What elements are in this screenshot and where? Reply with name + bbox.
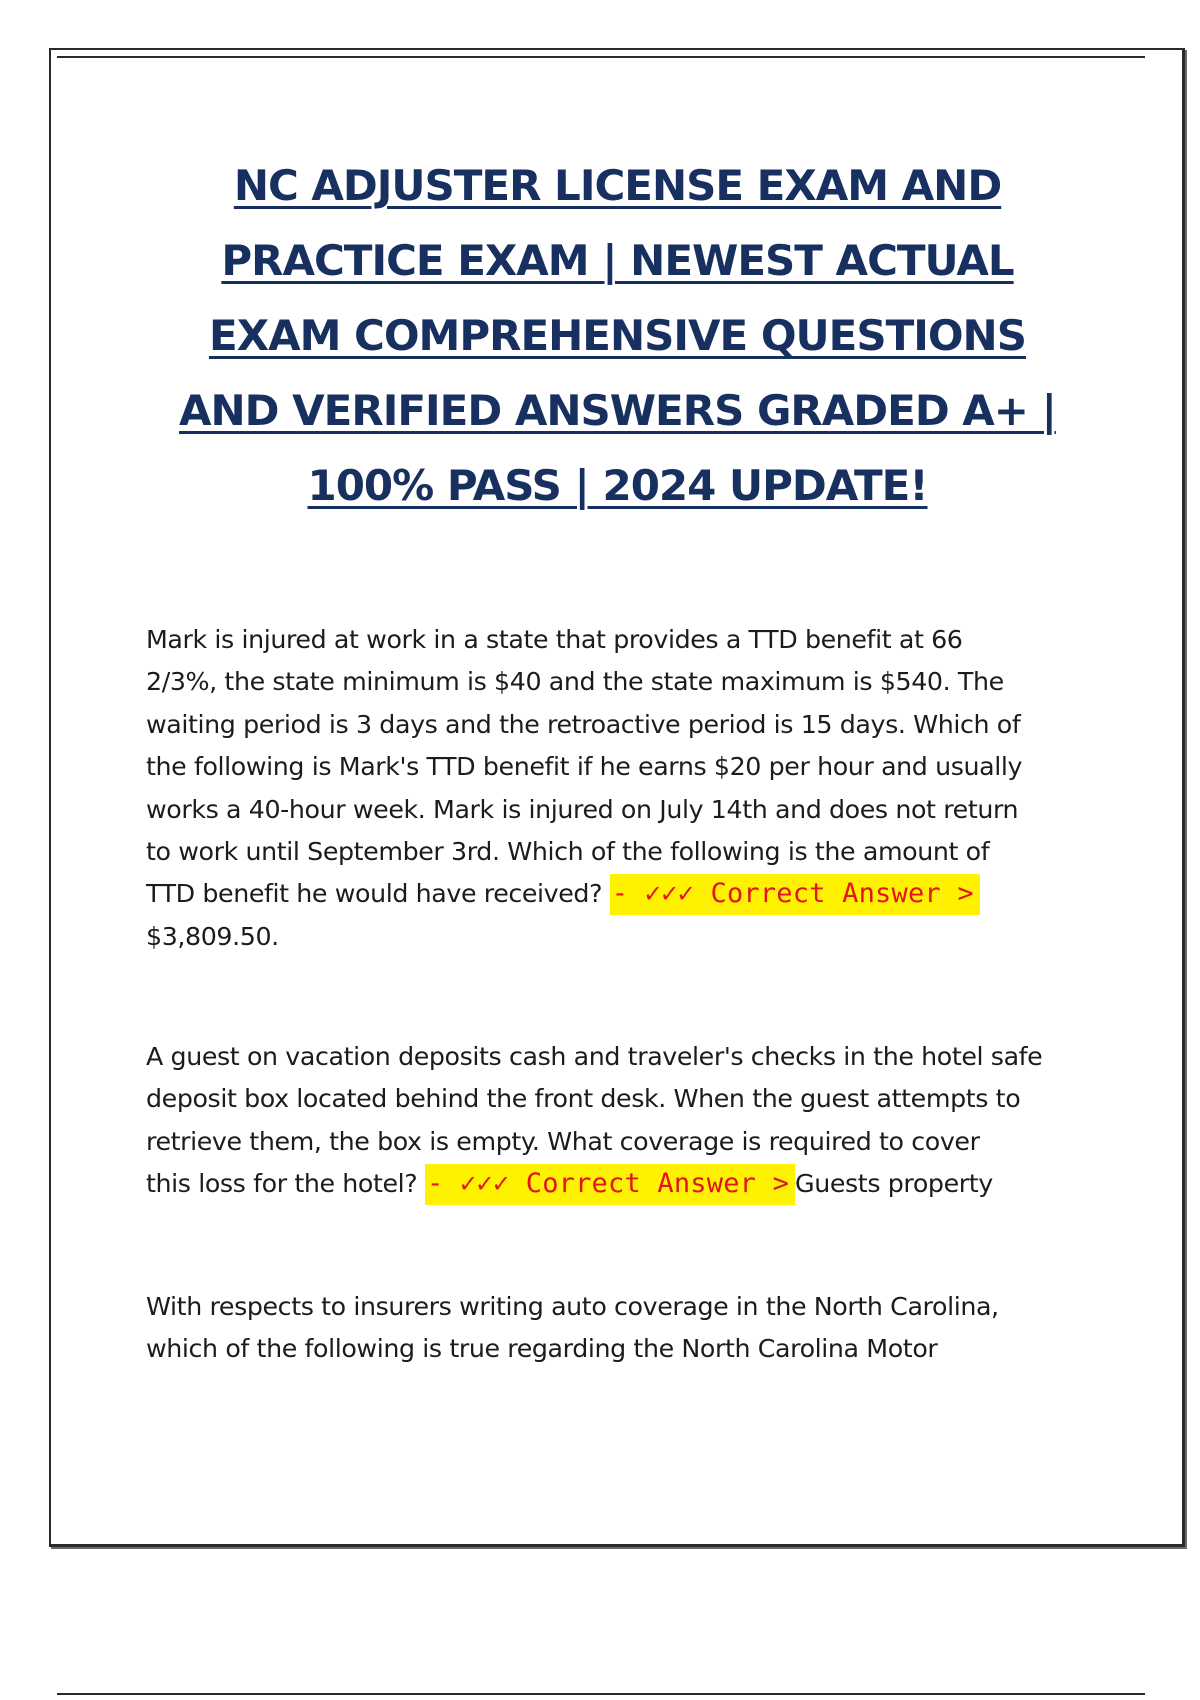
- title-line: NC ADJUSTER LICENSE EXAM AND: [233, 161, 1002, 210]
- title-line: PRACTICE EXAM | NEWEST ACTUAL: [221, 236, 1014, 285]
- page-top-border: [49, 48, 1185, 50]
- question-text-line: [146, 1163, 1096, 1205]
- next-page-top-border: [57, 1693, 1145, 1695]
- question-text-line: With respects to insurers writing auto coverage in the North Carolina,: [146, 1292, 999, 1321]
- title-line: 100% PASS | 2024 UPDATE!: [307, 461, 928, 510]
- question-block-3: [146, 1286, 1096, 1371]
- question-block-2: [146, 1036, 1096, 1206]
- question-text-line: retrieve them, the box is empty. What coverage is required to cover: [146, 1126, 980, 1156]
- question-text-line: the following is Mark's TTD benefit if he earns $20 per hour and usually: [146, 752, 1023, 782]
- question-text-line: which of the following is true regarding the North Carolina Motor: [146, 1334, 938, 1364]
- document-title: [120, 148, 1115, 523]
- question-text-end: TTD benefit he would have received?: [146, 879, 603, 909]
- question-block-1: [146, 619, 1096, 958]
- question-text-line: [146, 873, 1096, 915]
- question-text-line: to work until September 3rd. Which of the following is the amount of: [146, 837, 990, 867]
- correct-answer-marker: - ✓✓✓ Correct Answer >: [610, 874, 980, 915]
- title-line: AND VERIFIED ANSWERS GRADED A+ |: [179, 386, 1056, 435]
- answer-text: Guests property: [795, 1169, 993, 1199]
- question-text-line: waiting period is 3 days and the retroactive period is 15 days. Which of: [146, 709, 1021, 739]
- question-text-line: works a 40-hour week. Mark is injured on July 14th and does not return: [146, 794, 1019, 824]
- title-line: EXAM COMPREHENSIVE QUESTIONS: [209, 311, 1026, 360]
- correct-answer-marker: - ✓✓✓ Correct Answer >: [425, 1164, 795, 1205]
- question-text-line: 2/3%, the state minimum is $40 and the state maximum is $540. The: [146, 667, 1004, 697]
- question-text-line: A guest on vacation deposits cash and traveler's checks in the hotel safe: [146, 1042, 1043, 1071]
- question-text-line: Mark is injured at work in a state that provides a TTD benefit at 66: [146, 625, 963, 654]
- header-rule: [57, 56, 1145, 58]
- answer-text: $3,809.50.: [146, 921, 279, 951]
- question-text-line: deposit box located behind the front desk. When the guest attempts to: [146, 1084, 1021, 1114]
- question-text-end: this loss for the hotel?: [146, 1169, 418, 1199]
